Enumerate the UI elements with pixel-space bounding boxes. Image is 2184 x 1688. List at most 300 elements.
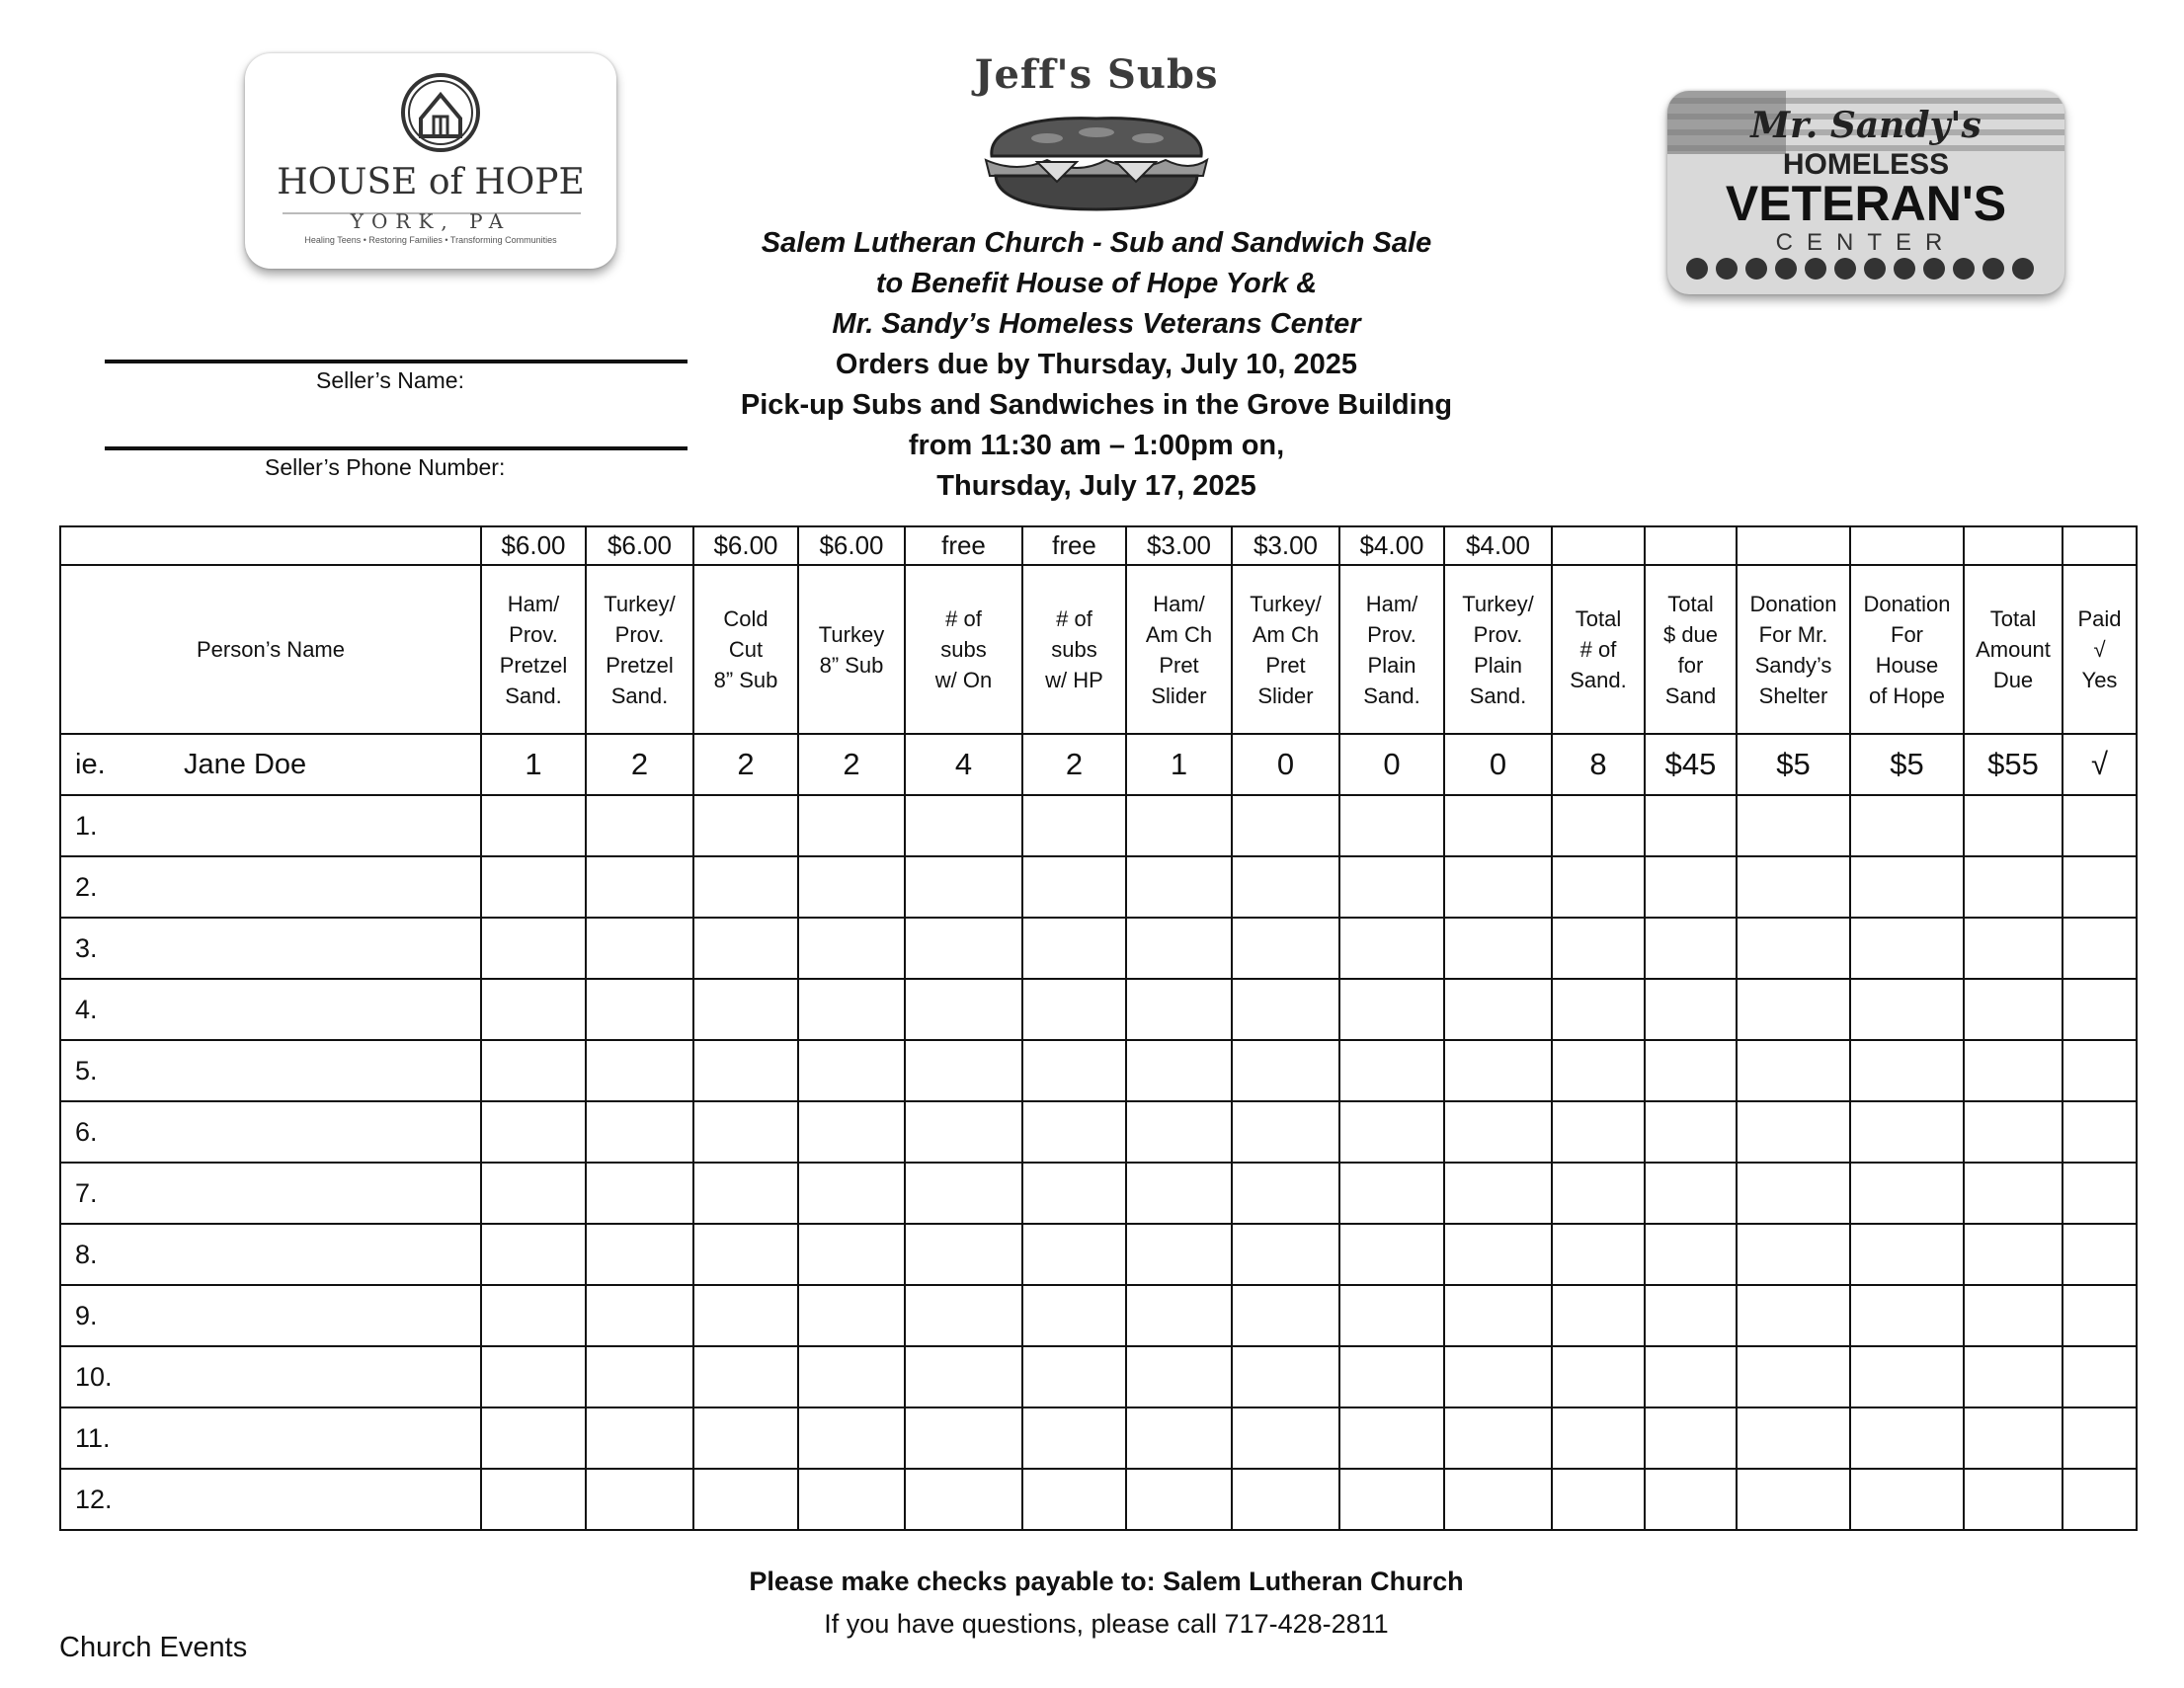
column-header-line: Person’s Name (197, 637, 345, 662)
order-entry-cell[interactable] (1552, 1163, 1645, 1224)
column-header-line: subs (940, 637, 987, 662)
column-header-line: Prov. (1473, 621, 1523, 647)
row-number[interactable]: 4. (60, 979, 481, 1040)
order-entry-cell[interactable] (693, 918, 798, 979)
order-entry-cell[interactable] (1339, 979, 1444, 1040)
order-entry-cell[interactable] (798, 1407, 905, 1469)
column-header-line: Due (1992, 668, 2034, 692)
order-entry-cell[interactable] (693, 1469, 798, 1530)
example-value: 2 (1022, 734, 1126, 795)
order-entry-cell[interactable] (1964, 1224, 2063, 1285)
column-header (905, 565, 1022, 734)
order-entry-cell[interactable] (1126, 1407, 1232, 1469)
price-cell: $4.00 (1444, 526, 1552, 565)
order-entry-cell[interactable] (2063, 856, 2137, 918)
order-entry-cell[interactable] (2063, 795, 2137, 856)
column-header (1737, 565, 1850, 734)
order-entry-cell[interactable] (1232, 1101, 1339, 1163)
order-entry-cell[interactable] (481, 918, 586, 979)
order-row (60, 1469, 2137, 1530)
column-header-line: Pretzel (606, 652, 674, 678)
column-header-line: Plain (1367, 652, 1416, 678)
order-entry-cell[interactable] (798, 1285, 905, 1346)
order-entry-cell[interactable] (1964, 856, 2063, 918)
order-entry-cell[interactable] (1022, 979, 1126, 1040)
order-entry-cell[interactable] (905, 1346, 1022, 1407)
order-entry-cell[interactable] (1232, 856, 1339, 918)
order-entry-cell[interactable] (2063, 1224, 2137, 1285)
veterans-logo-script: Mr. Sandy's (1750, 105, 1982, 146)
order-entry-cell[interactable] (1339, 1469, 1444, 1530)
order-entry-cell[interactable] (693, 1224, 798, 1285)
column-header (60, 565, 481, 734)
price-cell: $3.00 (1126, 526, 1232, 565)
column-header-line: Pretzel (499, 652, 568, 678)
order-entry-cell[interactable] (1126, 1346, 1232, 1407)
column-header-line: Donation (1863, 591, 1951, 616)
order-entry-cell[interactable] (798, 1469, 905, 1530)
house-of-hope-city: YORK, PA (350, 209, 512, 233)
order-entry-cell[interactable] (1552, 1224, 1645, 1285)
sandwich-icon (978, 111, 1215, 213)
order-entry-cell[interactable] (1737, 856, 1850, 918)
order-entry-cell[interactable] (905, 1407, 1022, 1469)
row-number[interactable]: 6. (60, 1101, 481, 1163)
order-entry-cell[interactable] (1964, 1163, 2063, 1224)
order-entry-cell[interactable] (1645, 1224, 1737, 1285)
column-header-line: # of (945, 606, 982, 631)
column-header-line: Turkey/ (604, 591, 676, 616)
order-entry-cell[interactable] (1232, 1040, 1339, 1101)
order-entry-cell[interactable] (1552, 1407, 1645, 1469)
column-header (1850, 565, 1964, 734)
order-entry-cell[interactable] (1339, 1346, 1444, 1407)
order-entry-cell[interactable] (1850, 1040, 1964, 1101)
column-header-line: For (1891, 621, 1923, 647)
order-entry-cell[interactable] (1126, 1163, 1232, 1224)
column-header-line: 8” Sub (819, 652, 884, 678)
column-header-line: 8” Sub (713, 668, 778, 692)
column-header-line: Sand. (1363, 683, 1420, 708)
heading-line-1: Salem Lutheran Church - Sub and Sandwich Sale (761, 227, 1432, 259)
price-cell: $6.00 (798, 526, 905, 565)
order-entry-cell[interactable] (693, 979, 798, 1040)
order-entry-cell[interactable] (905, 856, 1022, 918)
price-cell: $6.00 (586, 526, 693, 565)
column-header-line: Cut (728, 637, 764, 662)
order-row (60, 918, 2137, 979)
order-entry-cell[interactable] (1552, 856, 1645, 918)
order-entry-cell[interactable] (481, 1407, 586, 1469)
order-entry-cell[interactable] (1850, 795, 1964, 856)
order-entry-cell[interactable] (1444, 1346, 1552, 1407)
column-header-line: Total (1575, 606, 1622, 631)
order-entry-cell[interactable] (1444, 979, 1552, 1040)
order-entry-cell[interactable] (1126, 1224, 1232, 1285)
order-row (60, 1040, 2137, 1101)
column-header-line: Amount (1976, 637, 2051, 662)
order-entry-cell[interactable] (586, 1346, 693, 1407)
order-row (60, 856, 2137, 918)
row-number[interactable]: 11. (60, 1407, 481, 1469)
order-entry-cell[interactable] (1964, 1285, 2063, 1346)
column-header-line: Total (1667, 591, 1714, 616)
order-entry-cell[interactable] (798, 1040, 905, 1101)
price-row (60, 526, 2137, 565)
row-number[interactable]: 9. (60, 1285, 481, 1346)
column-header-line: for (1677, 652, 1704, 678)
order-entry-cell[interactable] (1964, 1407, 2063, 1469)
column-header-line: Yes (2081, 668, 2118, 692)
order-entry-cell[interactable] (1444, 1285, 1552, 1346)
questions-contact: If you have questions, please call 717-428-2811 (824, 1609, 1389, 1639)
example-value: 2 (693, 734, 798, 795)
column-header-line: Cold (723, 606, 768, 631)
order-table (59, 525, 2138, 1531)
order-entry-cell[interactable] (1737, 1469, 1850, 1530)
price-cell: free (905, 526, 1022, 565)
column-header-line: For Mr. (1758, 621, 1828, 647)
veterans-center-logo (1667, 91, 2064, 294)
order-entry-cell[interactable] (1552, 918, 1645, 979)
order-entry-cell[interactable] (1022, 1224, 1126, 1285)
order-entry-cell[interactable] (1444, 795, 1552, 856)
house-of-hope-logo (245, 53, 616, 269)
veterans-logo-center: CENTER (1775, 229, 1957, 256)
price-cell (1964, 526, 2063, 565)
order-entry-cell[interactable] (1737, 1346, 1850, 1407)
order-entry-cell[interactable] (693, 795, 798, 856)
order-entry-cell[interactable] (1964, 795, 2063, 856)
order-entry-cell[interactable] (1964, 1101, 2063, 1163)
order-entry-cell[interactable] (1339, 1163, 1444, 1224)
order-entry-cell[interactable] (1022, 1101, 1126, 1163)
order-entry-cell[interactable] (1339, 1101, 1444, 1163)
order-entry-cell[interactable] (586, 856, 693, 918)
order-entry-cell[interactable] (2063, 1469, 2137, 1530)
column-header-line: Am Ch (1145, 621, 1213, 647)
order-entry-cell[interactable] (1339, 856, 1444, 918)
order-entry-cell[interactable] (2063, 1285, 2137, 1346)
order-entry-cell[interactable] (481, 979, 586, 1040)
order-entry-cell[interactable] (1850, 856, 1964, 918)
order-entry-cell[interactable] (2063, 1040, 2137, 1101)
order-entry-cell[interactable] (1339, 1407, 1444, 1469)
column-header-line: # of (1056, 606, 1092, 631)
order-entry-cell[interactable] (798, 1224, 905, 1285)
order-entry-cell[interactable] (1645, 979, 1737, 1040)
order-entry-cell[interactable] (905, 1163, 1022, 1224)
row-number[interactable]: 3. (60, 918, 481, 979)
order-entry-cell[interactable] (1339, 918, 1444, 979)
order-entry-cell[interactable] (1232, 795, 1339, 856)
order-entry-cell[interactable] (1850, 1346, 1964, 1407)
row-number[interactable]: 10. (60, 1346, 481, 1407)
order-entry-cell[interactable] (1444, 1163, 1552, 1224)
veterans-logo-veterans: VETERAN'S (1725, 176, 2007, 231)
order-entry-cell[interactable] (1022, 1040, 1126, 1101)
price-cell (60, 526, 481, 565)
order-entry-cell[interactable] (1737, 1407, 1850, 1469)
column-header (1645, 565, 1737, 734)
order-entry-cell[interactable] (1737, 979, 1850, 1040)
column-header (1552, 565, 1645, 734)
order-entry-cell[interactable] (2063, 1346, 2137, 1407)
column-header-line: Prov. (1367, 621, 1416, 647)
order-entry-cell[interactable] (1022, 1163, 1126, 1224)
order-entry-cell[interactable] (586, 1469, 693, 1530)
order-entry-cell[interactable] (1850, 979, 1964, 1040)
order-entry-cell[interactable] (481, 856, 586, 918)
order-entry-cell[interactable] (1737, 918, 1850, 979)
column-header (1126, 565, 1232, 734)
order-entry-cell[interactable] (1552, 1469, 1645, 1530)
example-value: 4 (905, 734, 1022, 795)
order-entry-cell[interactable] (1126, 1040, 1232, 1101)
row-number[interactable]: 2. (60, 856, 481, 918)
order-entry-cell[interactable] (1645, 795, 1737, 856)
order-entry-cell[interactable] (586, 1285, 693, 1346)
order-entry-cell[interactable] (905, 979, 1022, 1040)
order-entry-cell[interactable] (1964, 1040, 2063, 1101)
order-entry-cell[interactable] (1444, 1469, 1552, 1530)
house-of-hope-name: HOUSE of HOPE (277, 162, 585, 202)
column-header-line: w/ HP (1045, 668, 1103, 692)
order-entry-cell[interactable] (1444, 1101, 1552, 1163)
order-entry-cell[interactable] (586, 918, 693, 979)
order-entry-cell[interactable] (1126, 795, 1232, 856)
order-entry-cell[interactable] (1737, 1285, 1850, 1346)
price-cell: free (1022, 526, 1126, 565)
order-entry-cell[interactable] (905, 1469, 1022, 1530)
order-entry-cell[interactable] (1339, 795, 1444, 856)
order-entry-cell[interactable] (1850, 1285, 1964, 1346)
order-entry-cell[interactable] (1552, 1346, 1645, 1407)
order-entry-cell[interactable] (1232, 1163, 1339, 1224)
checks-payable-note: Please make checks payable to: Salem Lutheran Church (749, 1567, 1464, 1596)
order-entry-cell[interactable] (1022, 1285, 1126, 1346)
order-row (60, 1163, 2137, 1224)
column-header-line: Sandy’s (1754, 652, 1832, 678)
header-row (60, 565, 2137, 734)
seller-phone-line[interactable] (105, 446, 688, 450)
order-entry-cell[interactable] (1022, 1346, 1126, 1407)
order-entry-cell[interactable] (1444, 1040, 1552, 1101)
order-entry-cell[interactable] (693, 1285, 798, 1346)
order-entry-cell[interactable] (798, 918, 905, 979)
order-entry-cell[interactable] (1232, 918, 1339, 979)
order-entry-cell[interactable] (586, 1407, 693, 1469)
order-entry-cell[interactable] (1444, 856, 1552, 918)
order-entry-cell[interactable] (1645, 856, 1737, 918)
order-entry-cell[interactable] (798, 795, 905, 856)
price-cell: $6.00 (481, 526, 586, 565)
column-header-line: Shelter (1758, 683, 1828, 708)
order-entry-cell[interactable] (1964, 1346, 2063, 1407)
order-entry-cell[interactable] (905, 1285, 1022, 1346)
order-entry-cell[interactable] (1964, 979, 2063, 1040)
order-entry-cell[interactable] (586, 795, 693, 856)
order-entry-cell[interactable] (1645, 918, 1737, 979)
order-entry-cell[interactable] (1444, 918, 1552, 979)
order-entry-cell[interactable] (1232, 1407, 1339, 1469)
order-entry-cell[interactable] (1552, 979, 1645, 1040)
order-entry-cell[interactable] (1552, 795, 1645, 856)
order-entry-cell[interactable] (693, 1040, 798, 1101)
order-entry-cell[interactable] (586, 1040, 693, 1101)
order-entry-cell[interactable] (481, 1101, 586, 1163)
order-entry-cell[interactable] (1552, 1285, 1645, 1346)
order-entry-cell[interactable] (2063, 979, 2137, 1040)
order-entry-cell[interactable] (586, 1224, 693, 1285)
example-value: 0 (1339, 734, 1444, 795)
order-entry-cell[interactable] (1444, 1224, 1552, 1285)
column-header-line: w/ On (934, 668, 993, 692)
order-entry-cell[interactable] (1850, 1224, 1964, 1285)
price-cell (1552, 526, 1645, 565)
order-entry-cell[interactable] (798, 1101, 905, 1163)
order-entry-cell[interactable] (1022, 918, 1126, 979)
column-header-line: √ (2093, 637, 2106, 662)
order-entry-cell[interactable] (1339, 1224, 1444, 1285)
example-value: $45 (1645, 734, 1737, 795)
order-entry-cell[interactable] (1552, 1101, 1645, 1163)
order-entry-cell[interactable] (1850, 1407, 1964, 1469)
order-entry-cell[interactable] (586, 1163, 693, 1224)
order-entry-cell[interactable] (1850, 918, 1964, 979)
order-entry-cell[interactable] (905, 795, 1022, 856)
column-header (1022, 565, 1126, 734)
column-header-line: $ due (1662, 621, 1719, 647)
order-entry-cell[interactable] (1737, 1101, 1850, 1163)
order-entry-cell[interactable] (798, 979, 905, 1040)
order-entry-cell[interactable] (2063, 1407, 2137, 1469)
order-entry-cell[interactable] (1737, 1224, 1850, 1285)
order-entry-cell[interactable] (1126, 979, 1232, 1040)
row-number[interactable]: 8. (60, 1224, 481, 1285)
order-entry-cell[interactable] (1964, 918, 2063, 979)
order-entry-cell[interactable] (1232, 1285, 1339, 1346)
order-entry-cell[interactable] (1126, 856, 1232, 918)
order-entry-cell[interactable] (1964, 1469, 2063, 1530)
order-entry-cell[interactable] (1022, 1469, 1126, 1530)
row-number[interactable]: 12. (60, 1469, 481, 1530)
order-entry-cell[interactable] (1339, 1040, 1444, 1101)
order-entry-cell[interactable] (2063, 1101, 2137, 1163)
order-entry-cell[interactable] (586, 1101, 693, 1163)
example-value: 1 (481, 734, 586, 795)
order-entry-cell[interactable] (1737, 1040, 1850, 1101)
column-header-line: Total (1989, 606, 2037, 631)
price-cell (2063, 526, 2137, 565)
order-entry-cell[interactable] (2063, 1163, 2137, 1224)
heading-line-3: Mr. Sandy’s Homeless Veterans Center (832, 308, 1361, 340)
column-header-line: Am Ch (1252, 621, 1320, 647)
order-entry-cell[interactable] (1850, 1469, 1964, 1530)
example-name-cell (60, 734, 481, 795)
order-entry-cell[interactable] (1645, 1407, 1737, 1469)
order-entry-cell[interactable] (1645, 1101, 1737, 1163)
order-entry-cell[interactable] (798, 856, 905, 918)
order-entry-cell[interactable] (905, 1101, 1022, 1163)
order-entry-cell[interactable] (1850, 1163, 1964, 1224)
order-entry-cell[interactable] (1232, 1224, 1339, 1285)
column-header-line: Ham/ (507, 591, 560, 616)
column-header-line: Donation (1749, 591, 1837, 616)
column-header-line: Slider (1151, 683, 1207, 708)
order-entry-cell[interactable] (481, 795, 586, 856)
order-entry-cell[interactable] (1645, 1285, 1737, 1346)
order-entry-cell[interactable] (693, 1346, 798, 1407)
order-entry-cell[interactable] (1232, 1469, 1339, 1530)
column-header (1339, 565, 1444, 734)
row-number[interactable]: 1. (60, 795, 481, 856)
order-entry-cell[interactable] (693, 856, 798, 918)
order-entry-cell[interactable] (1339, 1285, 1444, 1346)
order-entry-cell[interactable] (481, 1224, 586, 1285)
order-entry-cell[interactable] (693, 1407, 798, 1469)
order-entry-cell[interactable] (481, 1469, 586, 1530)
order-entry-cell[interactable] (693, 1101, 798, 1163)
column-header-line: Turkey (818, 621, 885, 647)
row-number[interactable]: 7. (60, 1163, 481, 1224)
row-number[interactable]: 5. (60, 1040, 481, 1101)
order-entry-cell[interactable] (1126, 1469, 1232, 1530)
column-header-line: subs (1051, 637, 1097, 662)
seller-name-line[interactable] (105, 360, 688, 363)
order-entry-cell[interactable] (1022, 856, 1126, 918)
order-entry-cell[interactable] (905, 918, 1022, 979)
order-entry-cell[interactable] (1126, 1285, 1232, 1346)
column-header-line: Pret (1265, 652, 1306, 678)
order-entry-cell[interactable] (1232, 979, 1339, 1040)
order-entry-cell[interactable] (693, 1163, 798, 1224)
order-entry-cell[interactable] (798, 1163, 905, 1224)
order-entry-cell[interactable] (586, 979, 693, 1040)
order-entry-cell[interactable] (1850, 1101, 1964, 1163)
order-entry-cell[interactable] (905, 1224, 1022, 1285)
order-row (60, 1224, 2137, 1285)
order-entry-cell[interactable] (1552, 1040, 1645, 1101)
order-entry-cell[interactable] (1126, 1101, 1232, 1163)
order-entry-cell[interactable] (1645, 1469, 1737, 1530)
order-entry-cell[interactable] (1737, 1163, 1850, 1224)
order-entry-cell[interactable] (481, 1346, 586, 1407)
order-entry-cell[interactable] (1022, 1407, 1126, 1469)
column-header-line: Turkey/ (1462, 591, 1534, 616)
order-entry-cell[interactable] (1645, 1040, 1737, 1101)
order-entry-cell[interactable] (1232, 1346, 1339, 1407)
order-entry-cell[interactable] (798, 1346, 905, 1407)
price-cell (1850, 526, 1964, 565)
order-entry-cell[interactable] (1444, 1407, 1552, 1469)
order-entry-cell[interactable] (905, 1040, 1022, 1101)
order-entry-cell[interactable] (1645, 1346, 1737, 1407)
order-entry-cell[interactable] (1022, 795, 1126, 856)
order-entry-cell[interactable] (2063, 918, 2137, 979)
order-entry-cell[interactable] (481, 1040, 586, 1101)
column-header-line: Turkey/ (1250, 591, 1322, 616)
column-header (2063, 565, 2137, 734)
example-value: 0 (1444, 734, 1552, 795)
order-entry-cell[interactable] (1126, 918, 1232, 979)
order-entry-cell[interactable] (481, 1285, 586, 1346)
heading-orders-due: Orders due by Thursday, July 10, 2025 (835, 349, 1358, 380)
heading-line-2: to Benefit House of Hope York & (875, 268, 1318, 299)
order-entry-cell[interactable] (481, 1163, 586, 1224)
order-entry-cell[interactable] (1737, 795, 1850, 856)
order-entry-cell[interactable] (1645, 1163, 1737, 1224)
